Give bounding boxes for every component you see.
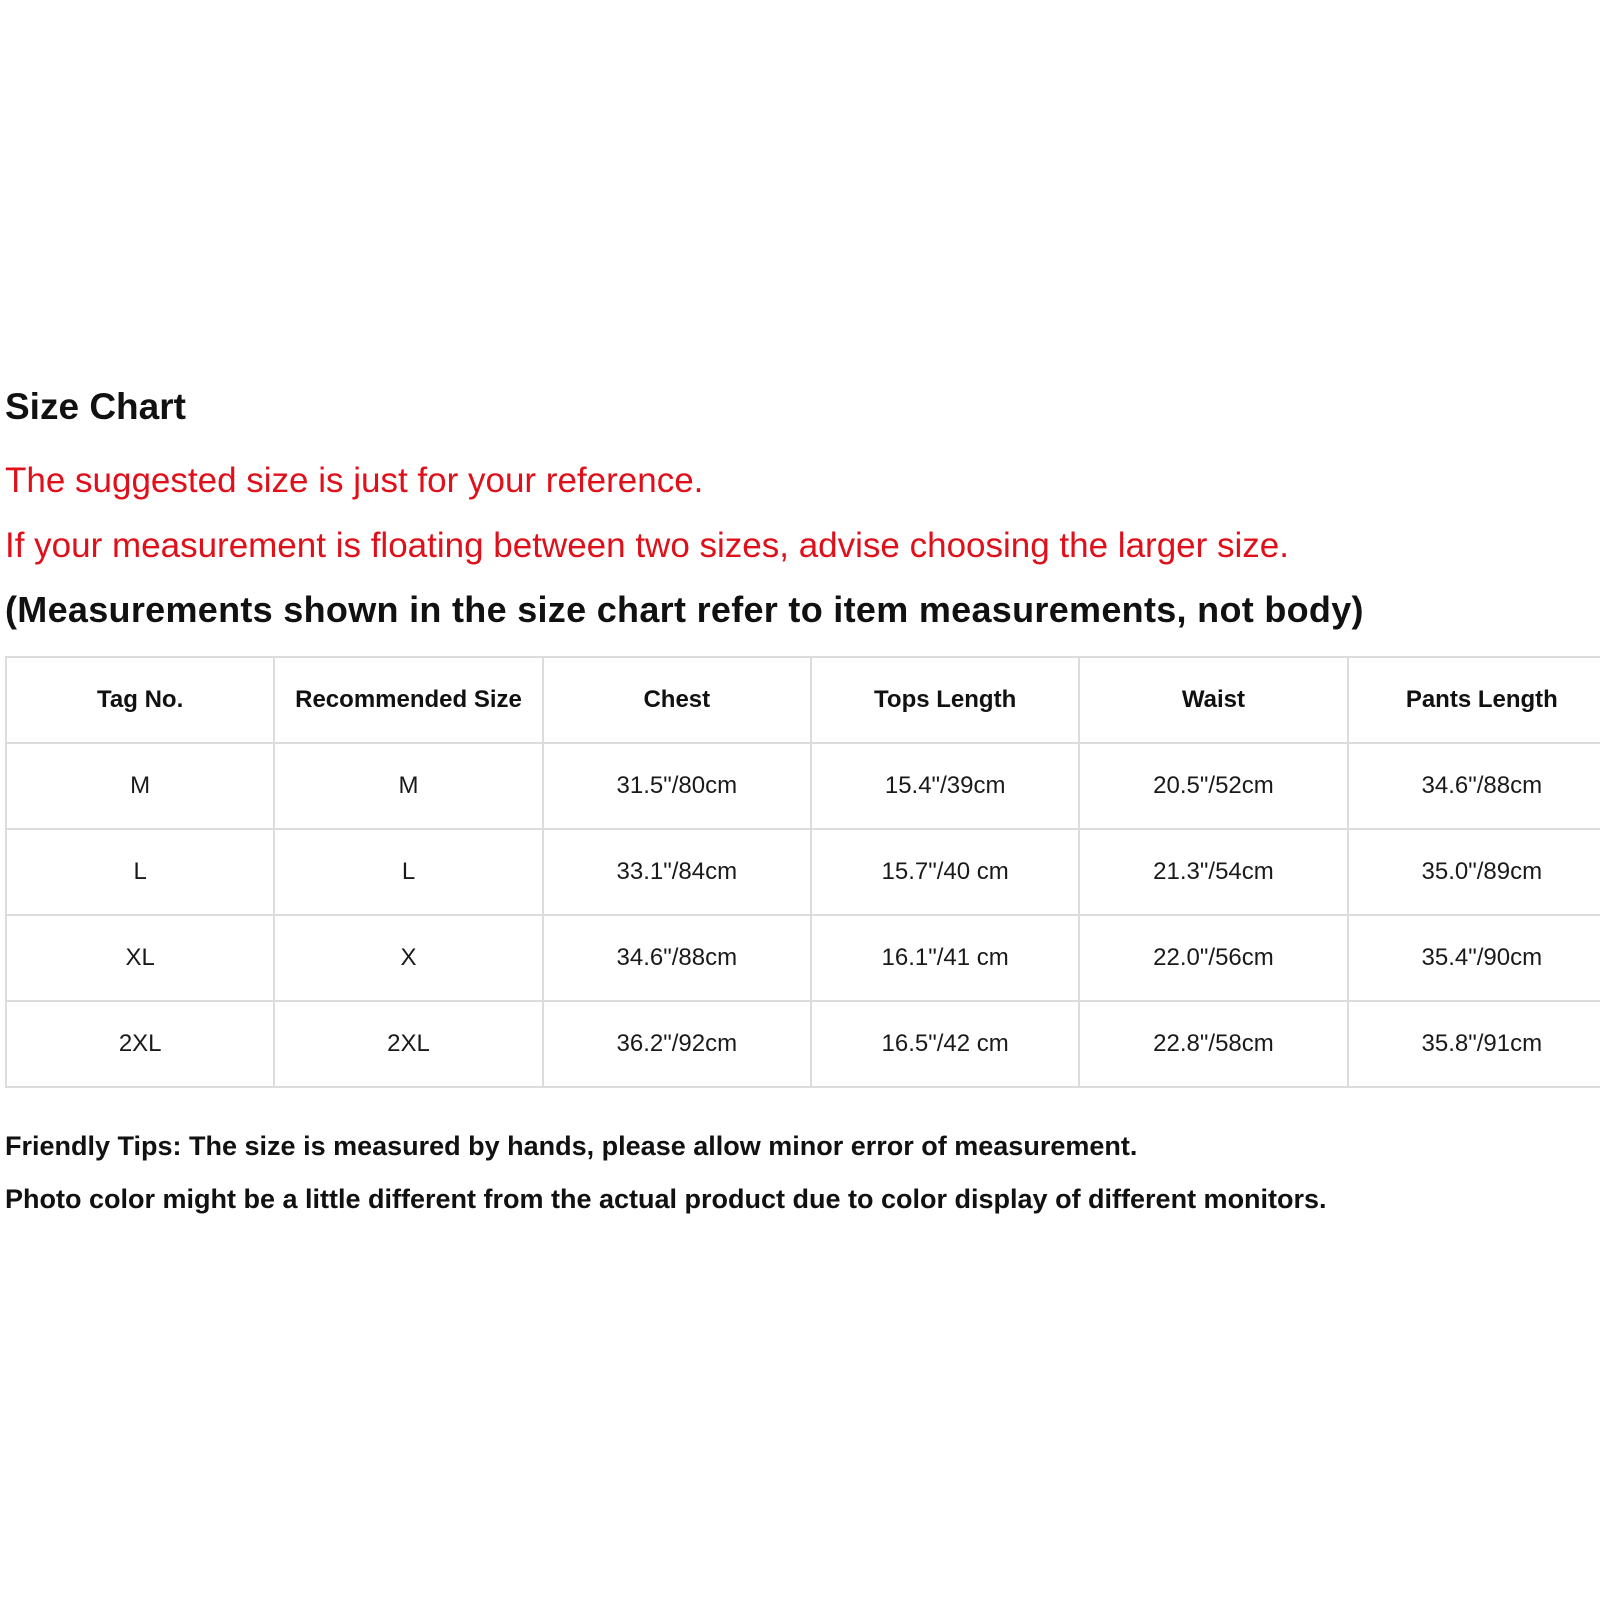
cell-waist: 22.8"/58cm — [1079, 1001, 1347, 1087]
cell-tag-no: 2XL — [6, 1001, 274, 1087]
friendly-tips: Friendly Tips: The size is measured by hands, please allow minor error of measurement. — [5, 1131, 1138, 1161]
photo-color-note: Photo color might be a little different from the actual product due to color display of different monitors. — [5, 1184, 1327, 1214]
cell-chest: 36.2"/92cm — [543, 1001, 811, 1087]
cell-tops-length: 16.5"/42 cm — [811, 1001, 1079, 1087]
header-tops-length: Tops Length — [811, 657, 1079, 743]
cell-recommended-size: L — [274, 829, 542, 915]
table-row — [6, 829, 1600, 915]
cell-recommended-size: 2XL — [274, 1001, 542, 1087]
table-row — [6, 743, 1600, 829]
cell-chest: 31.5"/80cm — [543, 743, 811, 829]
sizing-advice-note: If your measurement is floating between two sizes, advise choosing the larger size. — [5, 526, 1289, 565]
cell-waist: 22.0"/56cm — [1079, 915, 1347, 1001]
cell-waist: 21.3"/54cm — [1079, 829, 1347, 915]
measurement-disclaimer: (Measurements shown in the size chart refer to item measurements, not body) — [5, 589, 1364, 630]
cell-tops-length: 15.7"/40 cm — [811, 829, 1079, 915]
header-tag-no: Tag No. — [6, 657, 274, 743]
cell-pants-length: 35.4"/90cm — [1348, 915, 1600, 1001]
header-recommended-size: Recommended Size — [274, 657, 542, 743]
cell-recommended-size: X — [274, 915, 542, 1001]
size-chart-table — [5, 656, 1600, 1088]
table-row — [6, 1001, 1600, 1087]
cell-tops-length: 15.4"/39cm — [811, 743, 1079, 829]
table-row — [6, 915, 1600, 1001]
cell-pants-length: 34.6"/88cm — [1348, 743, 1600, 829]
cell-pants-length: 35.0"/89cm — [1348, 829, 1600, 915]
cell-chest: 34.6"/88cm — [543, 915, 811, 1001]
cell-pants-length: 35.8"/91cm — [1348, 1001, 1600, 1087]
reference-note: The suggested size is just for your reference. — [5, 461, 704, 500]
header-waist: Waist — [1079, 657, 1347, 743]
table-header-row — [6, 657, 1600, 743]
header-pants-length: Pants Length — [1348, 657, 1600, 743]
cell-tag-no: L — [6, 829, 274, 915]
cell-tag-no: M — [6, 743, 274, 829]
cell-tops-length: 16.1"/41 cm — [811, 915, 1079, 1001]
cell-waist: 20.5"/52cm — [1079, 743, 1347, 829]
page-title: Size Chart — [5, 386, 186, 427]
cell-recommended-size: M — [274, 743, 542, 829]
cell-chest: 33.1"/84cm — [543, 829, 811, 915]
header-chest: Chest — [543, 657, 811, 743]
cell-tag-no: XL — [6, 915, 274, 1001]
